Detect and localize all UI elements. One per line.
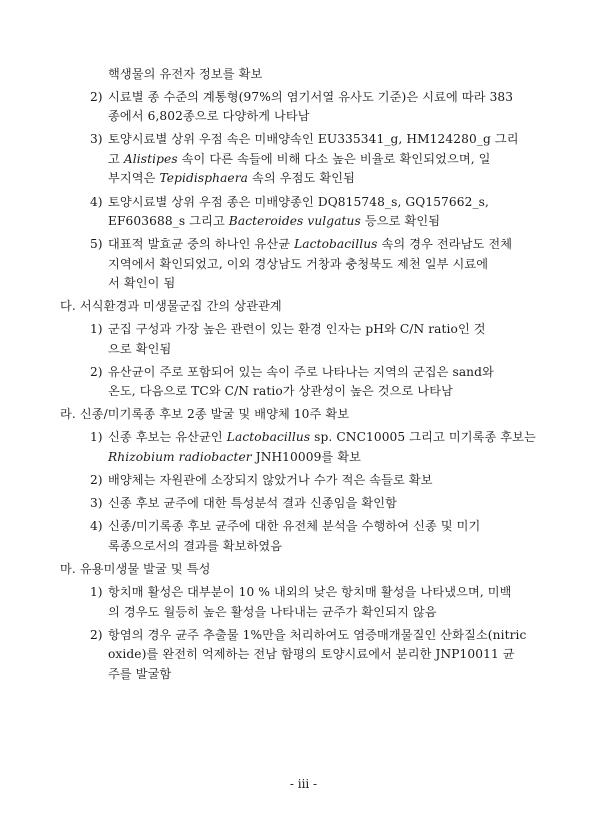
genus-name: Alistipes (123, 152, 178, 166)
list-number: 2) (90, 90, 103, 104)
text-line (108, 449, 361, 465)
list-number: 1) (90, 585, 103, 599)
text-line: 배양체는 자원관에 소장되지 않았거나 수가 적은 속들로 확보 (108, 473, 433, 487)
section-heading: 다. 서식환경과 미생물군집 간의 상관관계 (60, 299, 282, 313)
text-span: 고 (108, 152, 124, 166)
text-line: 항염의 경우 균주 추출물 1%만을 처리하여도 염증매개물질인 산화질소(nitric (108, 628, 527, 642)
text-line (108, 236, 512, 252)
genus-name: Lactobacillus (294, 237, 378, 251)
list-number: 1) (90, 322, 103, 336)
section-heading: 라. 신종/미기록종 후보 2종 발굴 및 배양체 10주 확보 (60, 407, 350, 421)
list-number: 2) (90, 473, 103, 487)
text-line (108, 213, 440, 229)
text-line: 토양시료별 상위 우점 속은 미배양속인 EU335341_g, HM124280_g 그리 (108, 132, 519, 146)
text-line: 으로 확인됨 (108, 342, 172, 356)
list-number: 2) (90, 365, 103, 379)
text-line: 군집 구성과 가장 높은 관련이 있는 환경 인자는 pH와 C/N ratio인 것 (108, 322, 486, 336)
list-number: 4) (90, 519, 103, 533)
genus-name: Lactobacillus (226, 430, 311, 444)
text-span: 부지역은 (108, 171, 160, 185)
text-line: 온도, 다음으로 TC와 C/N ratio가 상관성이 높은 것으로 나타남 (108, 384, 454, 398)
text-line: 신종/미기록종 후보 균주에 대한 유전체 분석을 수행하여 신종 및 미기 (108, 519, 481, 533)
text-line: oxide)를 완전히 억제하는 전남 함평의 토양시료에서 분리한 JNP10011 균 (108, 647, 515, 661)
list-number: 4) (90, 195, 103, 209)
page-number: - iii - (289, 777, 318, 791)
list-number: 5) (90, 237, 103, 251)
text-line (108, 429, 536, 445)
text-span: 속의 경우 전라남도 전체 (377, 237, 513, 251)
species-name: Bacteroides vulgatus (228, 214, 361, 228)
section-heading: 마. 유용미생물 발굴 및 특성 (60, 562, 211, 576)
text-span: EF603688_s 그리고 (108, 214, 229, 228)
text-span: 대표적 발효균 중의 하나인 유산균 (108, 237, 295, 251)
text-line: 유산균이 주로 포함되어 있는 속이 주로 나타나는 지역의 군집은 sand와 (108, 365, 494, 379)
list-number: 3) (90, 496, 103, 510)
text-span: JNH10009를 확보 (251, 450, 362, 464)
text-line: 서 확인이 됨 (108, 276, 176, 290)
list-number: 2) (90, 628, 103, 642)
text-span: 등으로 확인됨 (360, 214, 441, 228)
text-line: 지역에서 확인되었고, 이외 경상남도 거창과 충청북도 제천 일부 시료에 (108, 257, 489, 271)
text-line: 록종으로서의 결과를 확보하였음 (108, 539, 283, 553)
text-line: 토양시료별 상위 우점 종은 미배양종인 DQ815748_s, GQ157662_s, (108, 195, 489, 209)
text-line (108, 151, 491, 167)
text-line: 신종 후보 균주에 대한 특성분석 결과 신종임을 확인함 (108, 496, 398, 510)
text-line: 의 경우도 월등히 높은 활성을 나타내는 균주가 확인되지 않음 (108, 605, 437, 619)
text-span: 신종 후보는 유산균인 (108, 430, 227, 444)
text-line: 항치매 활성은 대부분이 10 % 내외의 낮은 항치매 활성을 나타냈으며, 미백 (108, 585, 512, 599)
text-span: 속의 우점도 확인됨 (248, 171, 355, 185)
species-name: Rhizobium radiobacter (108, 450, 252, 464)
text-line: 시료별 종 수준의 계통형(97%의 염기서열 유사도 기준)은 시료에 따라 383 (108, 90, 514, 104)
list-number: 1) (90, 430, 103, 444)
text-line (108, 170, 355, 186)
text-span: 속이 다른 속들에 비해 다소 높은 비율로 확인되었으며, 일 (177, 152, 491, 166)
text-line: 핵생물의 유전자 정보를 확보 (108, 67, 263, 81)
text-line: 종에서 6,802종으로 다양하게 나타남 (108, 109, 310, 123)
list-number: 3) (90, 132, 103, 146)
genus-name: Tepidisphaera (159, 171, 249, 185)
text-span: sp. CNC10005 그리고 미기록종 후보는 (310, 430, 536, 444)
text-line: 주를 발굴함 (108, 667, 172, 681)
